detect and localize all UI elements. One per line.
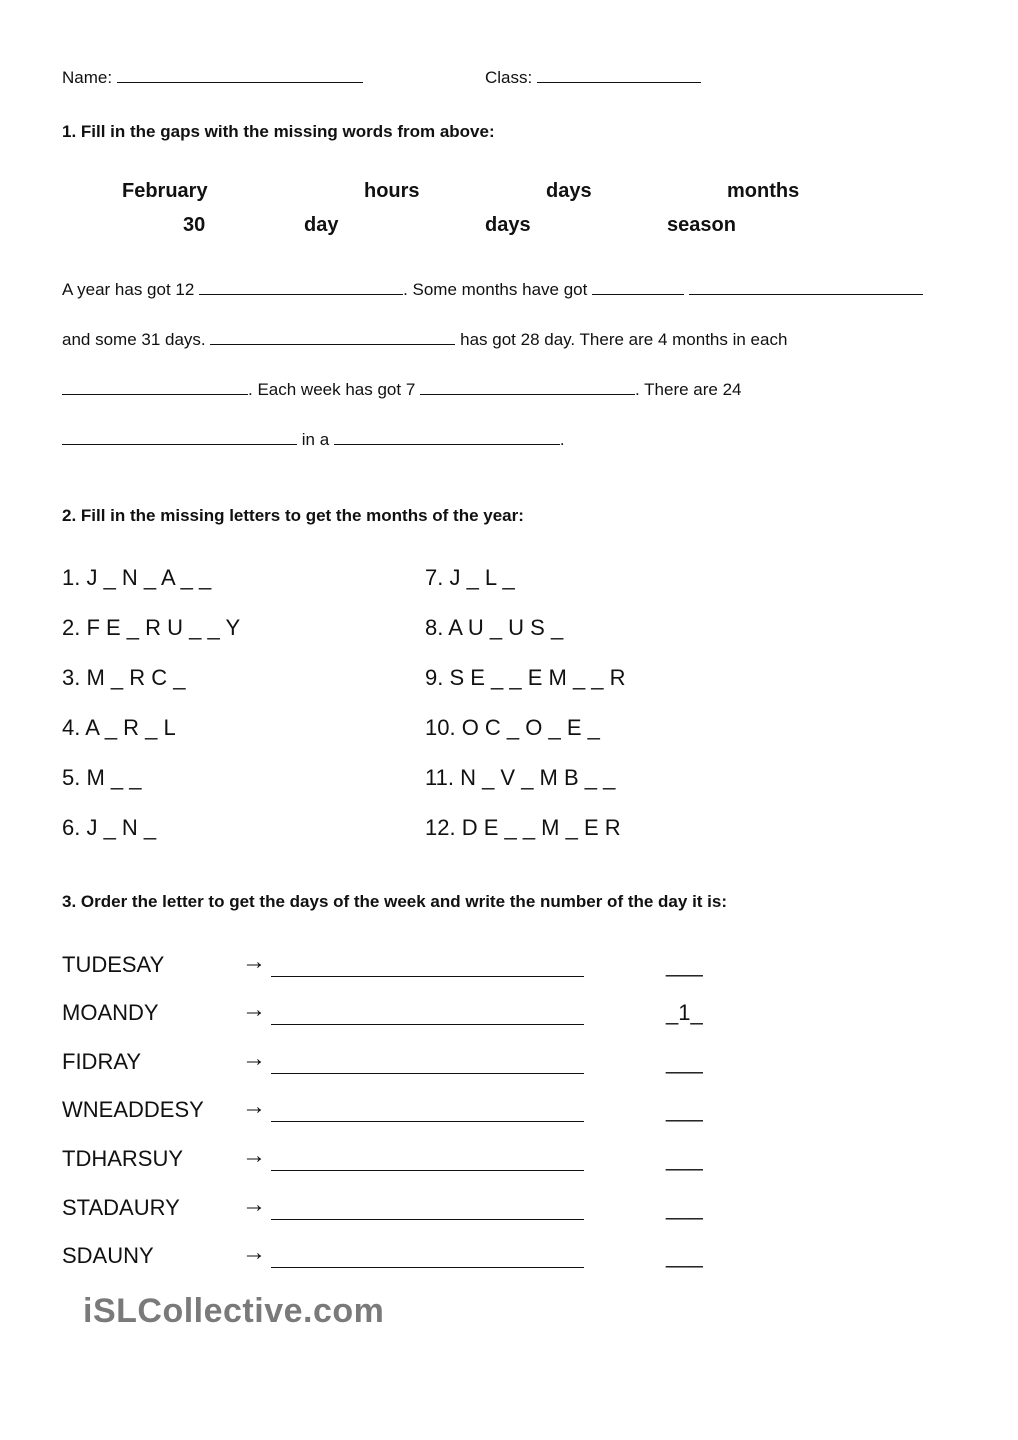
answer-blank xyxy=(271,1002,584,1025)
gap-line-1 xyxy=(62,276,923,300)
word-bank-item: days xyxy=(485,214,531,236)
gap-line-2 xyxy=(62,326,787,350)
word-bank-item: day xyxy=(304,214,339,236)
word-bank-item: February xyxy=(122,180,208,202)
name-field xyxy=(62,64,363,88)
gap-line-3 xyxy=(62,376,742,400)
day-number: ___ xyxy=(666,1243,703,1268)
gap-text: A year has got 12 xyxy=(62,280,195,299)
month-puzzle: 9. S E _ _ E M _ _ R xyxy=(425,665,626,690)
answer-blank xyxy=(271,1197,584,1220)
gap-text: has got 28 day. There are 4 months in each xyxy=(460,330,788,349)
gap-text: . xyxy=(559,430,565,449)
scrambled-day: TUDESAY xyxy=(62,952,165,977)
month-puzzle: 6. J _ N _ xyxy=(62,815,157,840)
scrambled-day: STADAURY xyxy=(62,1195,180,1220)
gap-blank xyxy=(334,426,560,445)
arrow-icon: → xyxy=(242,996,266,1023)
day-number: ___ xyxy=(666,1195,703,1220)
answer-blank xyxy=(271,1148,584,1171)
scrambled-day: MOANDY xyxy=(62,1000,159,1025)
day-number: ___ xyxy=(666,1049,703,1074)
gap-blank xyxy=(62,426,297,445)
answer-blank xyxy=(271,1051,584,1074)
class-field xyxy=(485,64,701,88)
name-label: Name: xyxy=(62,68,113,87)
gap-text: and some 31 days. xyxy=(62,330,206,349)
gap-text: . Some months have got xyxy=(403,280,588,299)
exercise-1-title: 1. Fill in the gaps with the missing words from above: xyxy=(62,122,495,141)
class-label: Class: xyxy=(485,68,533,87)
gap-blank xyxy=(420,376,635,395)
month-puzzle: 5. M _ _ xyxy=(62,765,142,790)
gap-text: . There are 24 xyxy=(635,380,742,399)
month-puzzle: 3. M _ R C _ xyxy=(62,665,186,690)
scrambled-day: SDAUNY xyxy=(62,1243,154,1268)
word-bank-item: months xyxy=(727,180,800,202)
gap-line-4 xyxy=(62,426,565,450)
month-puzzle: 10. O C _ O _ E _ xyxy=(425,715,600,740)
arrow-icon: → xyxy=(242,1239,266,1266)
arrow-icon: → xyxy=(242,1191,266,1218)
month-puzzle: 8. A U _ U S _ xyxy=(425,615,564,640)
arrow-icon: → xyxy=(242,1093,266,1120)
day-number: ___ xyxy=(666,952,703,977)
name-blank xyxy=(117,64,363,83)
gap-blank xyxy=(689,276,923,295)
day-number: ___ xyxy=(666,1097,703,1122)
answer-blank xyxy=(271,954,584,977)
exercise-2-title: 2. Fill in the missing letters to get the months of the year: xyxy=(62,506,524,525)
arrow-icon: → xyxy=(242,1142,266,1169)
gap-blank xyxy=(62,376,248,395)
word-bank-item: hours xyxy=(364,180,420,202)
exercise-3-title: 3. Order the letter to get the days of the week and write the number of the day it is: xyxy=(62,892,728,911)
gap-blank xyxy=(210,326,455,345)
answer-blank xyxy=(271,1245,584,1268)
gap-blank xyxy=(592,276,684,295)
gap-text: . Each week has got 7 xyxy=(248,380,416,399)
scrambled-day: WNEADDESY xyxy=(62,1097,204,1122)
gap-blank xyxy=(199,276,403,295)
month-puzzle: 12. D E _ _ M _ E R xyxy=(425,815,621,840)
gap-text: in a xyxy=(301,430,330,449)
month-puzzle: 7. J _ L _ xyxy=(425,565,515,590)
class-blank xyxy=(537,64,701,83)
arrow-icon: → xyxy=(242,1045,266,1072)
answer-blank xyxy=(271,1099,584,1122)
word-bank-item: 30 xyxy=(183,214,206,236)
word-bank-item: season xyxy=(667,214,736,236)
day-number: _1_ xyxy=(666,1000,703,1025)
word-bank-item: days xyxy=(546,180,592,202)
month-puzzle: 11. N _ V _ M B _ _ xyxy=(425,765,616,790)
month-puzzle: 4. A _ R _ L xyxy=(62,715,176,740)
month-puzzle: 2. F E _ R U _ _ Y xyxy=(62,615,241,640)
scrambled-day: TDHARSUY xyxy=(62,1146,184,1171)
scrambled-day: FIDRAY xyxy=(62,1049,142,1074)
month-puzzle: 1. J _ N _ A _ _ xyxy=(62,565,212,590)
day-number: ___ xyxy=(666,1146,703,1171)
arrow-icon: → xyxy=(242,948,266,975)
watermark: iSLCollective.com xyxy=(83,1292,385,1330)
